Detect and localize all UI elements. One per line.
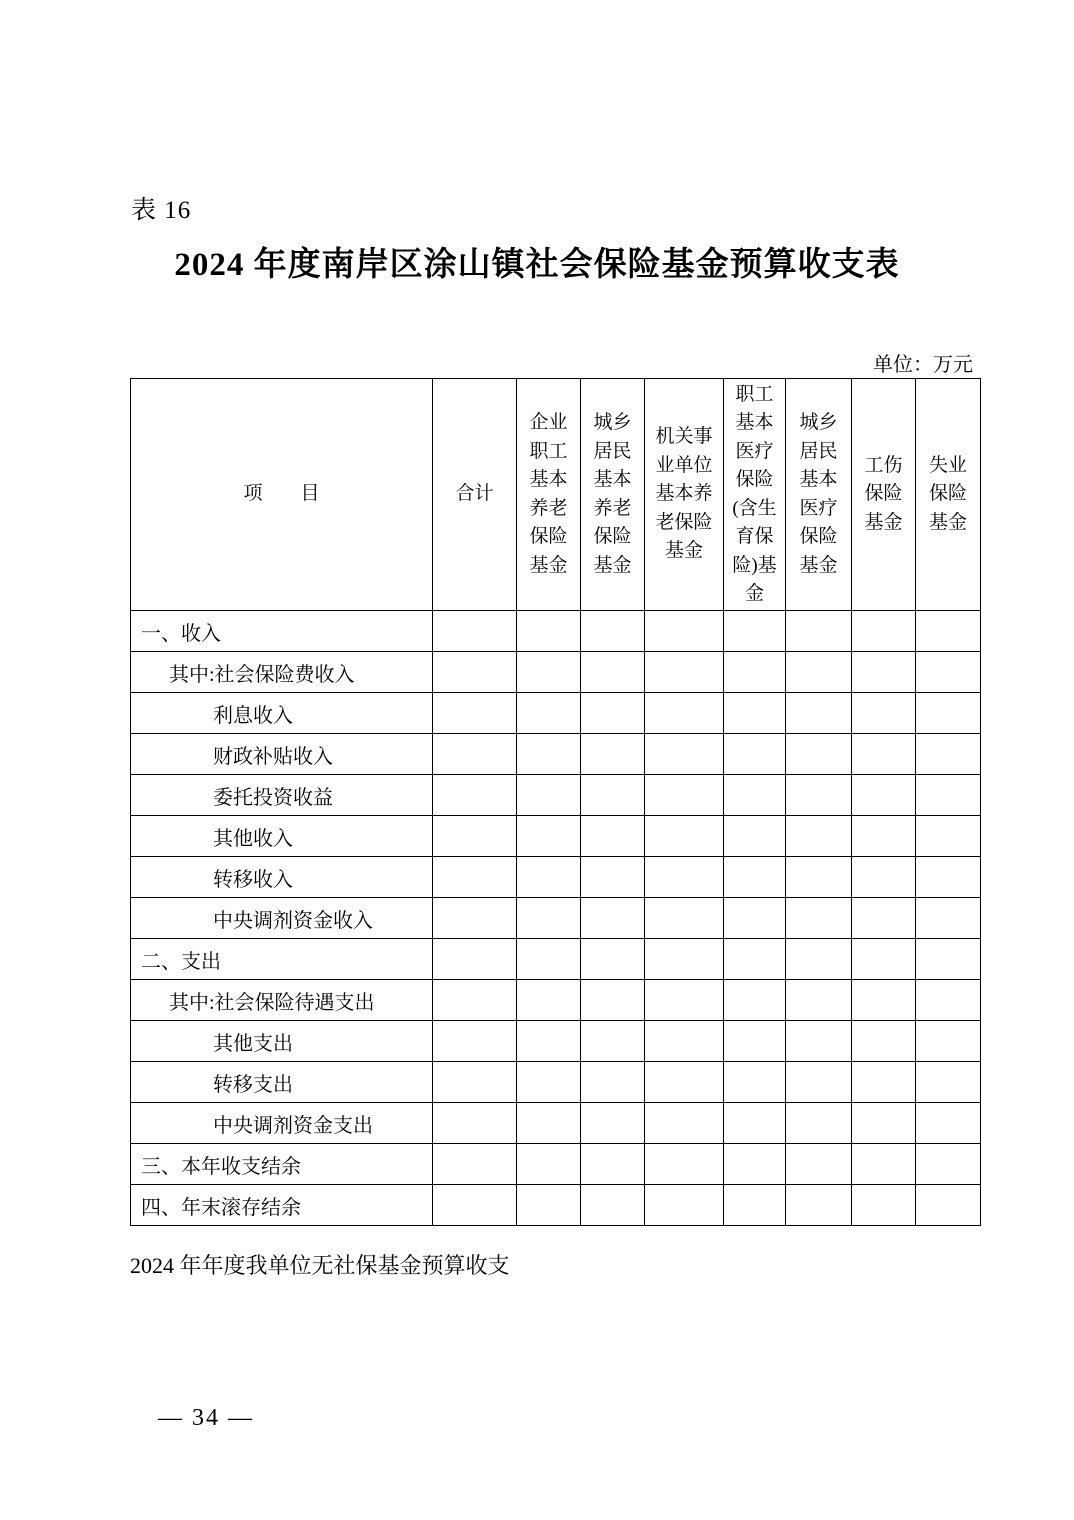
value-cell	[645, 734, 724, 775]
value-cell	[786, 775, 852, 816]
value-cell	[517, 1021, 581, 1062]
value-cell	[852, 980, 916, 1021]
value-cell	[852, 898, 916, 939]
value-cell	[581, 1144, 645, 1185]
value-cell	[724, 693, 786, 734]
row-label: 其中:社会保险待遇支出	[131, 980, 433, 1021]
value-cell	[645, 1185, 724, 1226]
value-cell	[517, 1062, 581, 1103]
value-cell	[724, 611, 786, 652]
value-cell	[645, 980, 724, 1021]
value-cell	[581, 652, 645, 693]
value-cell	[786, 816, 852, 857]
value-cell	[916, 693, 981, 734]
value-cell	[724, 1062, 786, 1103]
value-cell	[517, 652, 581, 693]
column-header	[517, 379, 581, 611]
value-cell	[581, 611, 645, 652]
row-label: 其他支出	[131, 1021, 433, 1062]
value-cell	[645, 1144, 724, 1185]
value-cell	[433, 734, 517, 775]
table-row	[131, 1062, 981, 1103]
value-cell	[645, 1062, 724, 1103]
value-cell	[433, 980, 517, 1021]
table-row	[131, 734, 981, 775]
row-label: 中央调剂资金收入	[131, 898, 433, 939]
page-title: 2024 年度南岸区涂山镇社会保险基金预算收支表	[174, 247, 900, 283]
value-cell	[645, 1021, 724, 1062]
value-cell	[916, 1062, 981, 1103]
table-row	[131, 939, 981, 980]
value-cell	[786, 693, 852, 734]
value-cell	[916, 816, 981, 857]
value-cell	[786, 611, 852, 652]
column-header	[852, 379, 916, 611]
value-cell	[916, 1021, 981, 1062]
table-row	[131, 980, 981, 1021]
table-row	[131, 652, 981, 693]
value-cell	[786, 1103, 852, 1144]
value-cell	[852, 693, 916, 734]
value-cell	[645, 1103, 724, 1144]
value-cell	[581, 939, 645, 980]
value-cell	[724, 734, 786, 775]
row-label: 转移支出	[131, 1062, 433, 1103]
value-cell	[645, 939, 724, 980]
value-cell	[517, 1144, 581, 1185]
column-header-label: 工伤保险基金	[864, 454, 903, 533]
column-header	[645, 379, 724, 611]
value-cell	[433, 775, 517, 816]
value-cell	[852, 1103, 916, 1144]
value-cell	[916, 980, 981, 1021]
value-cell	[433, 1062, 517, 1103]
row-label: 其中:社会保险费收入	[131, 652, 433, 693]
value-cell	[517, 775, 581, 816]
value-cell	[517, 898, 581, 939]
value-cell	[852, 816, 916, 857]
value-cell	[916, 734, 981, 775]
value-cell	[852, 611, 916, 652]
value-cell	[852, 1021, 916, 1062]
page-number: — 34 —	[158, 1405, 254, 1431]
unit-note: 单位：万元	[873, 354, 973, 376]
value-cell	[433, 1144, 517, 1185]
value-cell	[433, 1021, 517, 1062]
table-row	[131, 857, 981, 898]
value-cell	[433, 816, 517, 857]
value-cell	[433, 652, 517, 693]
row-label: 利息收入	[131, 693, 433, 734]
value-cell	[581, 775, 645, 816]
value-cell	[724, 816, 786, 857]
value-cell	[724, 898, 786, 939]
value-cell	[786, 1185, 852, 1226]
column-header-label: 职工基本医疗保险(含生育保险)基金	[732, 383, 777, 604]
value-cell	[916, 1185, 981, 1226]
column-header-label: 机关事业单位基本养老保险基金	[655, 426, 713, 562]
value-cell	[852, 652, 916, 693]
value-cell	[852, 734, 916, 775]
value-cell	[786, 857, 852, 898]
value-cell	[433, 1185, 517, 1226]
value-cell	[724, 775, 786, 816]
value-cell	[517, 611, 581, 652]
value-cell	[517, 816, 581, 857]
column-header-label: 失业保险基金	[928, 454, 967, 533]
value-cell	[916, 611, 981, 652]
value-cell	[517, 734, 581, 775]
value-cell	[581, 1103, 645, 1144]
value-cell	[517, 857, 581, 898]
value-cell	[852, 1062, 916, 1103]
row-label: 四、年末滚存结余	[131, 1185, 433, 1226]
value-cell	[786, 980, 852, 1021]
value-cell	[645, 857, 724, 898]
value-cell	[645, 898, 724, 939]
row-label: 二、支出	[131, 939, 433, 980]
value-cell	[916, 775, 981, 816]
column-header-label: 城乡居民基本医疗保险基金	[799, 412, 838, 576]
value-cell	[786, 1062, 852, 1103]
table-row	[131, 1144, 981, 1185]
column-header-label: 城乡居民基本养老保险基金	[593, 412, 632, 576]
row-label: 中央调剂资金支出	[131, 1103, 433, 1144]
value-cell	[916, 857, 981, 898]
row-label: 财政补贴收入	[131, 734, 433, 775]
budget-table	[130, 378, 981, 1226]
row-label: 转移收入	[131, 857, 433, 898]
column-header-label: 企业职工基本养老保险基金	[529, 412, 568, 576]
value-cell	[724, 1021, 786, 1062]
value-cell	[433, 693, 517, 734]
value-cell	[517, 980, 581, 1021]
value-cell	[724, 1185, 786, 1226]
value-cell	[724, 1103, 786, 1144]
value-cell	[916, 652, 981, 693]
value-cell	[433, 611, 517, 652]
value-cell	[645, 652, 724, 693]
value-cell	[433, 898, 517, 939]
row-label: 委托投资收益	[131, 775, 433, 816]
value-cell	[645, 611, 724, 652]
value-cell	[786, 1021, 852, 1062]
value-cell	[581, 1185, 645, 1226]
value-cell	[433, 939, 517, 980]
column-header-label: 合计	[455, 483, 494, 505]
row-label: 三、本年收支结余	[131, 1144, 433, 1185]
value-cell	[786, 898, 852, 939]
value-cell	[724, 857, 786, 898]
table-row	[131, 693, 981, 734]
column-header	[433, 379, 517, 611]
column-header-item: 项 目	[131, 379, 433, 611]
value-cell	[581, 898, 645, 939]
value-cell	[852, 939, 916, 980]
value-cell	[786, 652, 852, 693]
column-header	[581, 379, 645, 611]
value-cell	[645, 775, 724, 816]
value-cell	[724, 1144, 786, 1185]
value-cell	[517, 1103, 581, 1144]
value-cell	[786, 734, 852, 775]
row-label: 其他收入	[131, 816, 433, 857]
table-row	[131, 1185, 981, 1226]
table-number-label: 表 16	[131, 197, 192, 224]
header-row	[131, 379, 981, 611]
value-cell	[916, 1144, 981, 1185]
table-body	[131, 611, 981, 1226]
value-cell	[517, 1185, 581, 1226]
value-cell	[581, 980, 645, 1021]
column-header	[916, 379, 981, 611]
value-cell	[852, 857, 916, 898]
value-cell	[786, 1144, 852, 1185]
footnote: 2024 年年度我单位无社保基金预算收支	[130, 1253, 510, 1278]
value-cell	[916, 898, 981, 939]
value-cell	[581, 734, 645, 775]
column-header	[724, 379, 786, 611]
table-row	[131, 1021, 981, 1062]
value-cell	[852, 1144, 916, 1185]
value-cell	[581, 1062, 645, 1103]
table-row	[131, 775, 981, 816]
value-cell	[517, 693, 581, 734]
row-label: 一、收入	[131, 611, 433, 652]
value-cell	[645, 816, 724, 857]
value-cell	[517, 939, 581, 980]
value-cell	[916, 939, 981, 980]
value-cell	[581, 1021, 645, 1062]
value-cell	[581, 857, 645, 898]
value-cell	[852, 1185, 916, 1226]
table-row	[131, 816, 981, 857]
value-cell	[645, 693, 724, 734]
value-cell	[852, 775, 916, 816]
value-cell	[724, 980, 786, 1021]
value-cell	[433, 857, 517, 898]
value-cell	[786, 939, 852, 980]
column-header	[786, 379, 852, 611]
value-cell	[724, 652, 786, 693]
table-row	[131, 898, 981, 939]
table-row	[131, 1103, 981, 1144]
value-cell	[581, 693, 645, 734]
table-row	[131, 611, 981, 652]
value-cell	[433, 1103, 517, 1144]
value-cell	[916, 1103, 981, 1144]
value-cell	[581, 816, 645, 857]
value-cell	[724, 939, 786, 980]
